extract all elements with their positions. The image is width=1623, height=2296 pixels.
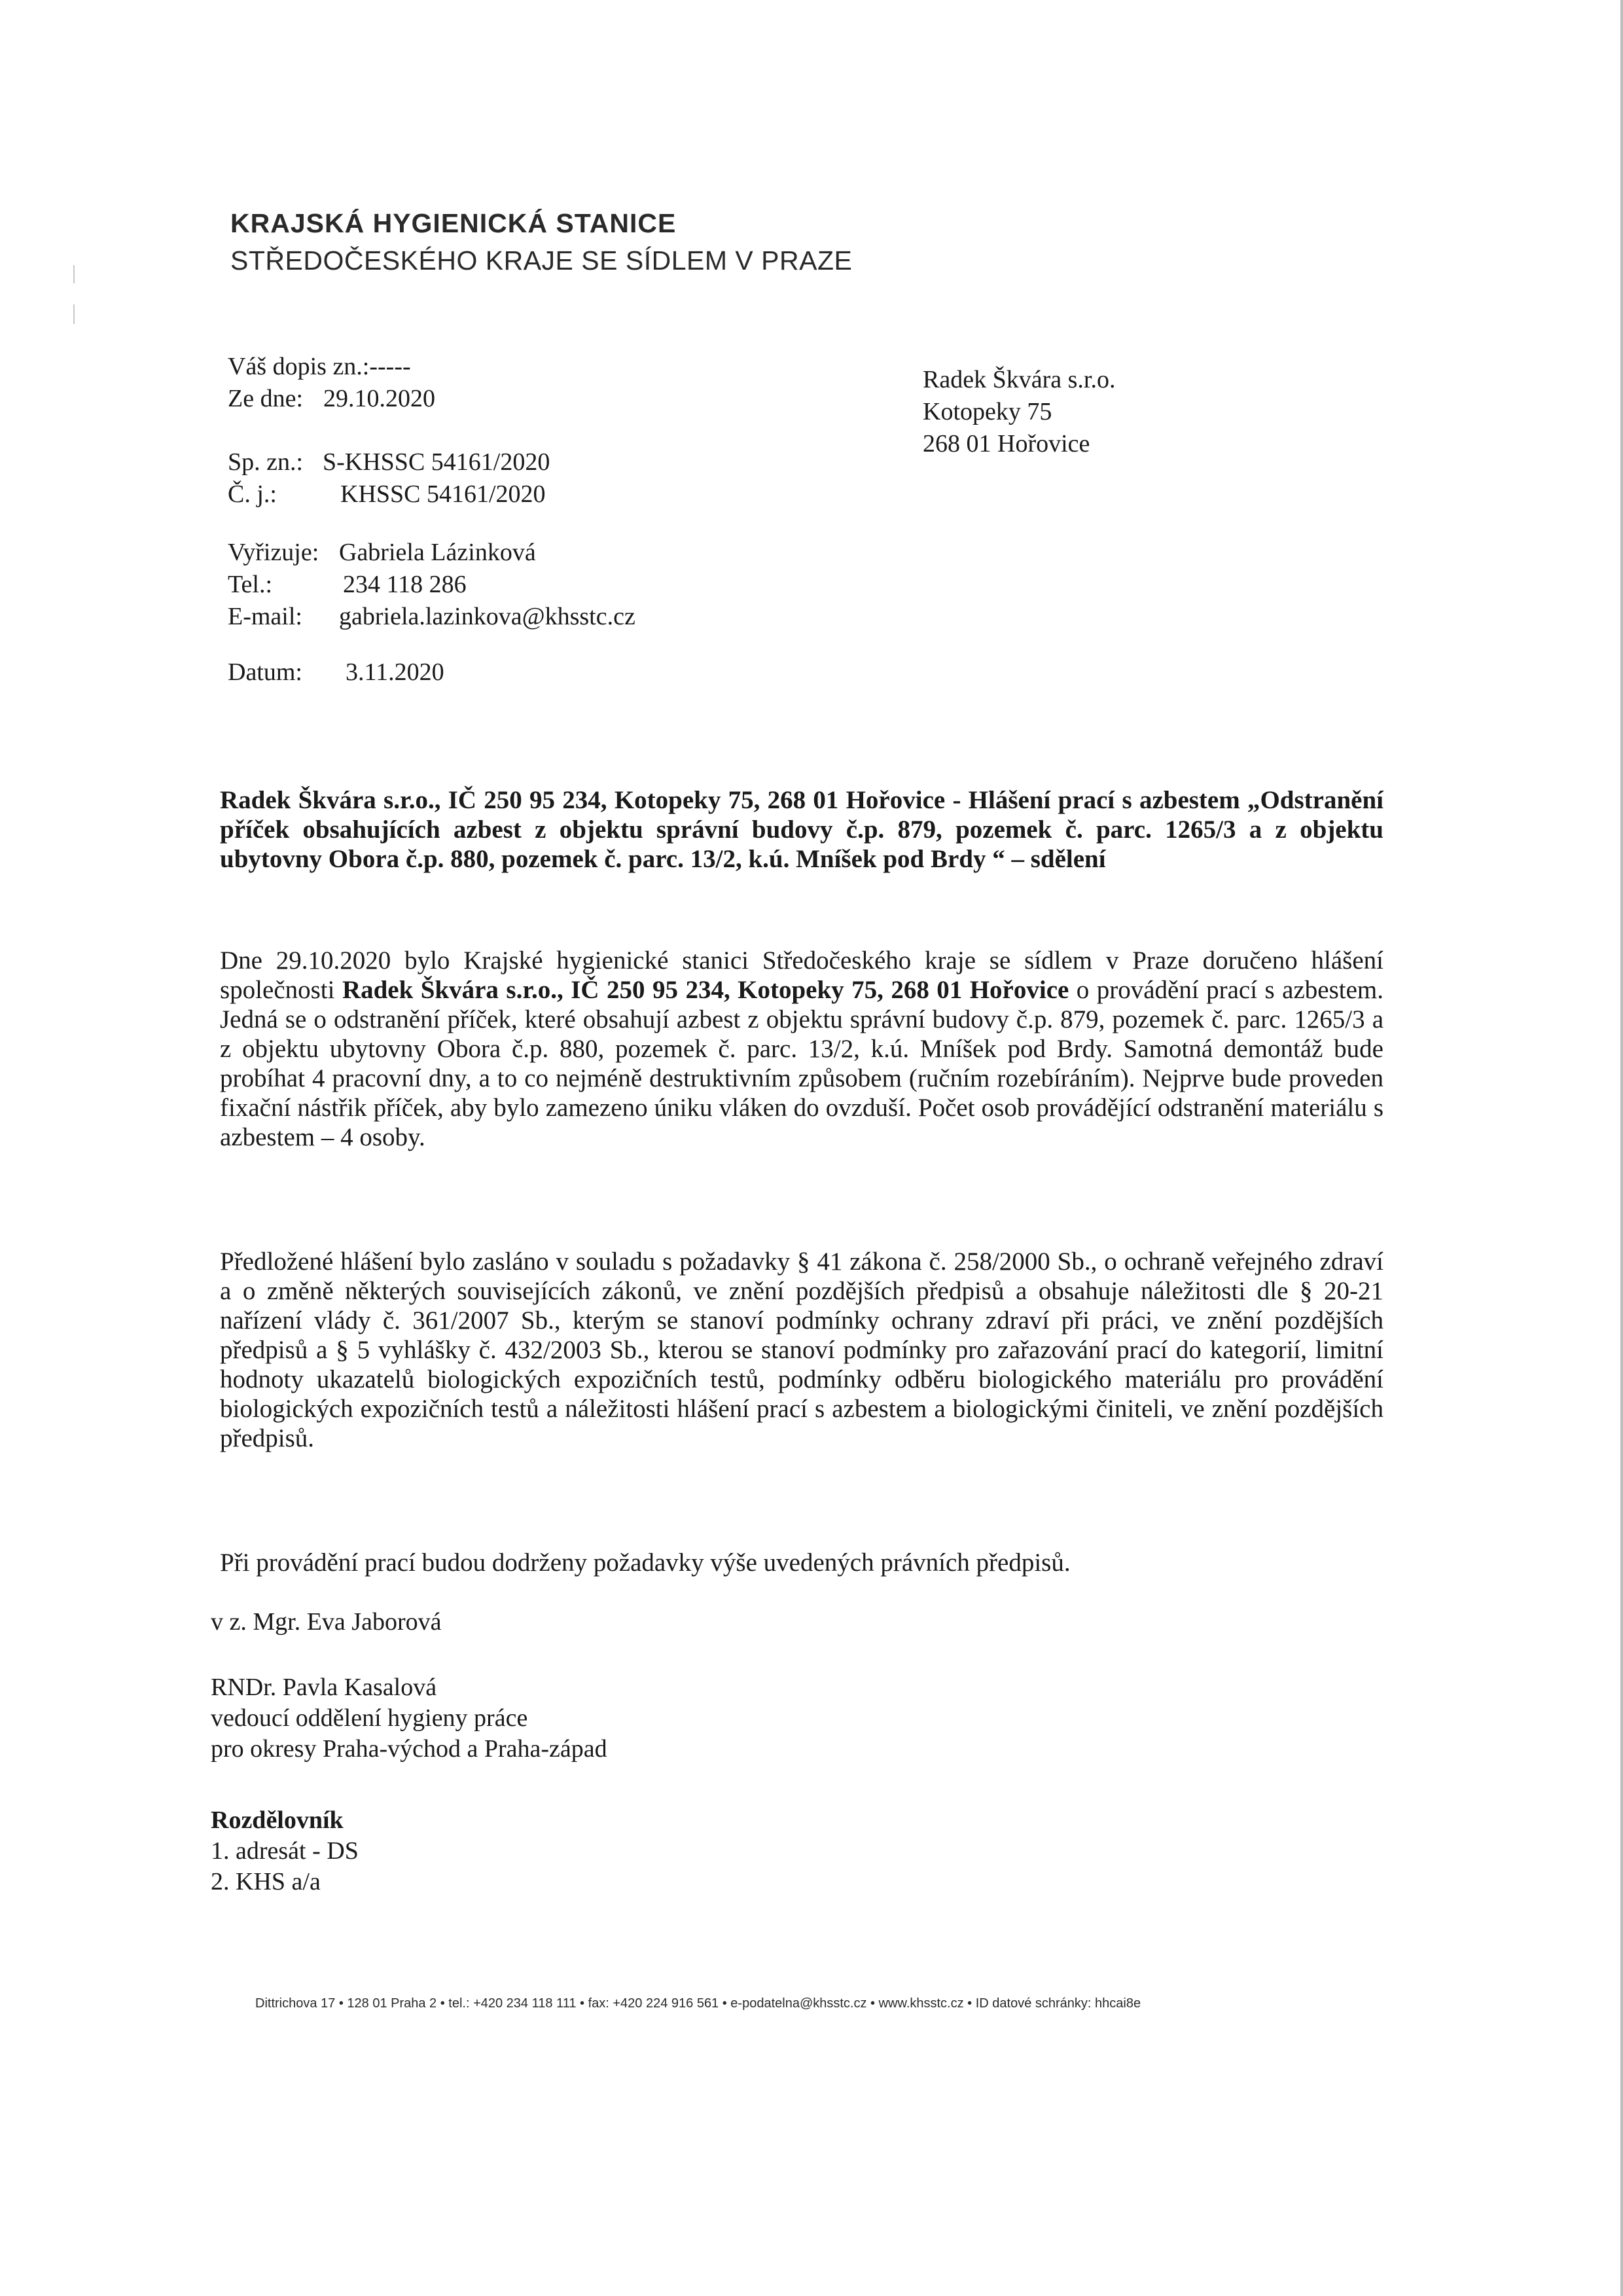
signature-block <box>211 1672 607 1765</box>
distribution-item: 2. KHS a/a <box>211 1868 321 1895</box>
cj-value: KHSSC 54161/2020 <box>340 480 546 508</box>
signature-proxy: v z. Mgr. Eva Jaborová <box>211 1608 442 1636</box>
email <box>228 601 635 633</box>
phone <box>228 569 635 601</box>
recipient-city: 268 01 Hořovice <box>923 430 1090 457</box>
signer-role: vedoucí oddělení hygieny práce <box>211 1704 528 1732</box>
sp-zn-label: Sp. zn.: <box>228 448 304 476</box>
document-date-value: 3.11.2020 <box>346 658 444 686</box>
letter-date-label: Ze dne: <box>228 385 304 412</box>
phone-value: 234 118 286 <box>343 571 467 598</box>
paragraph-1-company: Radek Škvára s.r.o., IČ 250 95 234, Kotopeky 75, 268 01 Hořovice <box>342 976 1069 1004</box>
institution-name: KRAJSKÁ HYGIENICKÁ STANICE <box>230 208 677 238</box>
document-date <box>228 656 635 689</box>
letter-reference-label: Váš dopis zn.:----- <box>228 353 411 380</box>
paragraph-3: Při provádění prací budou dodrženy požadavky výše uvedených právních předpisů. <box>220 1549 1071 1577</box>
letter-date <box>228 383 635 415</box>
paragraph-2: Předložené hlášení bylo zasláno v souladu s požadavky § 41 zákona č. 258/2000 Sb., o ochraně veřejného zdraví a o změně některých souvisejících zákonů, ve znění pozdějších předpisů a obsahuje náležitosti dle § 20-21 nařízení vlády č. 361/2007 Sb., kterým se stanoví podmínky ochrany zdraví při práci, ve znění pozdějších předpisů a § 5 vyhlášky č. 432/2003 Sb., kterou se stanoví podmínky pro zařazování prací do kategorií, limitní hodnoty ukazatelů biologických expozičních testů, podmínky odběru biologického materiálu pro provádění biologických expozičních testů a náležitosti hlášení prací s azbestem a biologickými činiteli, ve znění pozdějších předpisů. <box>220 1247 1383 1452</box>
email-value: gabriela.lazinkova@khsstc.cz <box>339 603 635 630</box>
sp-zn-value: S-KHSSC 54161/2020 <box>323 448 550 476</box>
email-label: E-mail: <box>228 603 302 630</box>
document-date-label: Datum: <box>228 658 302 686</box>
distribution-title: Rozdělovník <box>211 1806 344 1834</box>
distribution-item: 1. adresát - DS <box>211 1837 359 1865</box>
paragraph-1-rest: o provádění prací s azbestem. Jedná se o odstranění příček, které obsahují azbest z objektu správní budovy č.p. 879, pozemek č. parc. 1265/3 a z objektu ubytovny Obora č.p. 880, pozemek č. parc. 13/2, k.ú. Mníšek pod Brdy. Samotná demontáž bude probíhat 4 pracovní dny, a to co nejméně destruktivním způsobem (ručním rozebíráním). Nejprve bude proveden fixační nástřik příček, aby bylo zamezeno úniku vláken do ovzduší. Počet osob provádějící odstranění materiálu s azbestem – 4 osoby. <box>220 976 1383 1151</box>
signer-department: pro okresy Praha-východ a Praha-západ <box>211 1735 607 1763</box>
signer-name: RNDr. Pavla Kasalová <box>211 1674 437 1701</box>
subject: Radek Škvára s.r.o., IČ 250 95 234, Kotopeky 75, 268 01 Hořovice - Hlášení prací s azbestem „Odstranění příček obsahujících azbest z objektu správní budovy č.p. 879, pozemek č. parc. 1265/3 a z objektu ubytovny Obora č.p. 880, pozemek č. parc. 13/2, k.ú. Mníšek pod Brdy “ – sdělení <box>220 786 1383 873</box>
distribution-list <box>211 1805 359 1897</box>
phone-label: Tel.: <box>228 571 273 598</box>
sp-zn <box>228 446 635 478</box>
reference-block <box>228 351 635 689</box>
letter-date-value: 29.10.2020 <box>323 385 435 412</box>
cj <box>228 478 635 511</box>
recipient-street: Kotopeky 75 <box>923 398 1052 425</box>
recipient-name: Radek Škvára s.r.o. <box>923 366 1116 393</box>
paragraph-1 <box>220 946 1383 1152</box>
recipient-address <box>923 364 1115 460</box>
scan-mark <box>73 265 75 283</box>
footer-contact: Dittrichova 17 • 128 01 Praha 2 • tel.: +420 234 118 111 • fax: +420 224 916 561 • e-podatelna@khsstc.cz • www.khsstc.cz • ID datové schránky: hhcai8e <box>255 1996 1141 2011</box>
scan-mark <box>73 304 75 324</box>
institution-subtitle: STŘEDOČESKÉHO KRAJE SE SÍDLEM V PRAZE <box>230 245 853 276</box>
letter-reference <box>228 351 635 383</box>
handler <box>228 537 635 569</box>
cj-label: Č. j.: <box>228 480 277 508</box>
handler-value: Gabriela Lázinková <box>339 539 536 566</box>
paragraph-1-intro: Dne 29.10.2020 bylo Krajské hygienické stanici Středočeského kraje se sídlem v Praze doručeno hlášení společnosti <box>220 946 1383 1004</box>
scan-edge <box>1620 0 1623 2296</box>
handler-label: Vyřizuje: <box>228 539 319 566</box>
